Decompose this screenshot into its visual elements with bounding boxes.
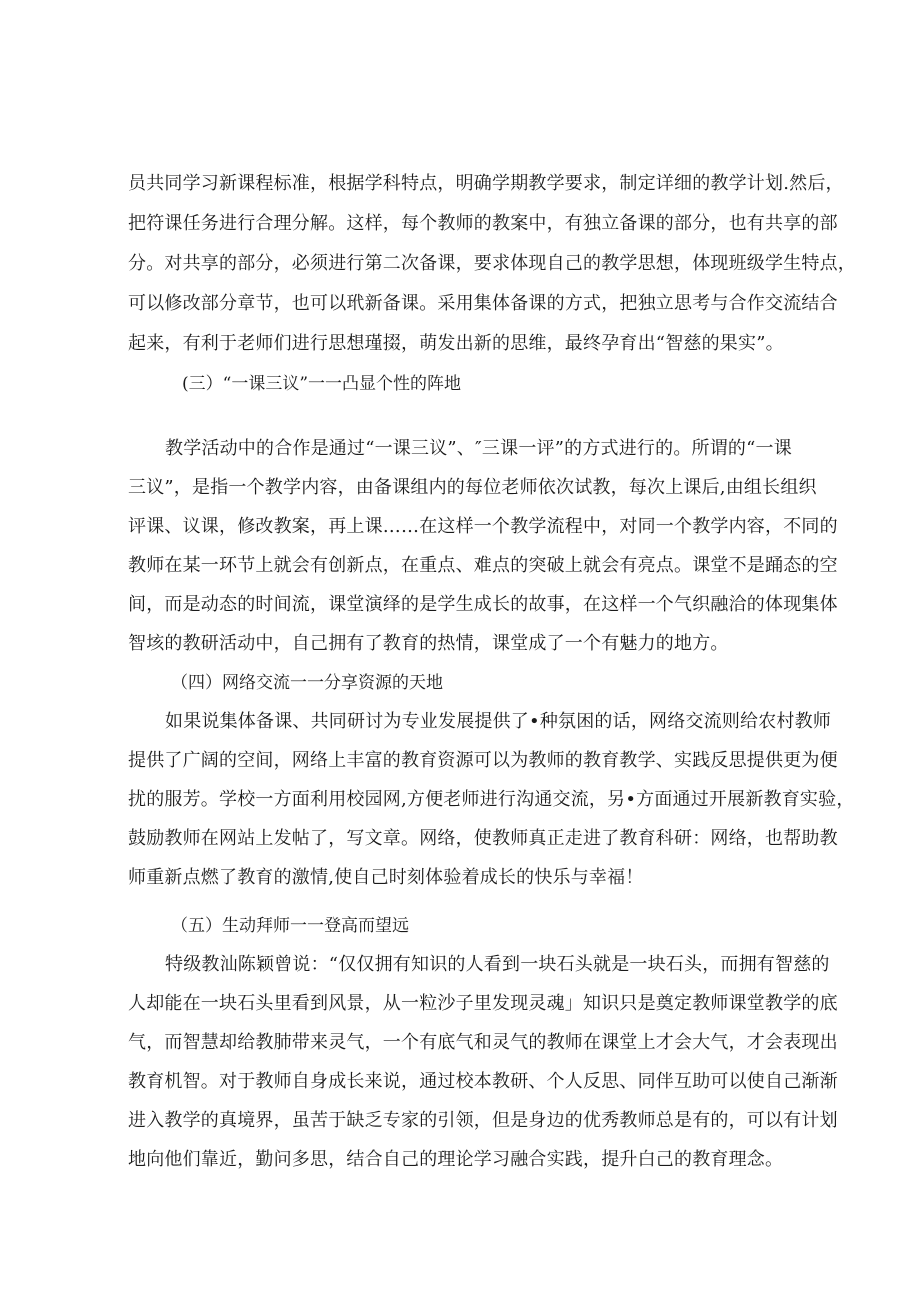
paragraph-3-line-2: 提供了广阔的空间，网络上丰富的教育资源可以为教师的教育教学、实践反思提供更为便	[128, 750, 838, 771]
section-heading-3: (三）“一课三议”一一凸显个性的阵地	[182, 374, 462, 394]
paragraph-1-line-1: 员共同学习新课程标准，根据学科特点，明确学期教学要求，制定详细的教学计划.然后，	[128, 173, 844, 194]
paragraph-2-line-1: 教学活动中的合作是通过“一课三议”、″三课一评”的方式进行的。所谓的“一课	[165, 438, 792, 459]
paragraph-1-line-4: 可以修改部分章节，也可以玳新备课。采用集体备课的方式，把独立思考与合作交流结合	[128, 293, 838, 314]
paragraph-2-line-3: 评课、议课，修改教案，再上课……在这样一个教学流程中，对同一个教学内容，不同的	[128, 516, 838, 537]
paragraph-2-line-4: 教师在某一环节上就会有创新点，在重点、难点的突破上就会有亮点。课堂不是踊态的空	[128, 555, 838, 576]
paragraph-4-line-1: 特级教汕陈颖曾说：“仅仅拥有知识的人看到一块石头就是一块石头，而拥有智慈的	[165, 954, 830, 975]
paragraph-1-line-5: 起来，有利于老师们进行思想瑾掇，萌发出新的思维，最终孕育出“智慈的果实”。	[128, 333, 784, 354]
paragraph-2-line-2: 三议”，是指一个教学内容，由备课组内的每位老师依次试教，每次上课后,由组长组织	[128, 477, 817, 498]
paragraph-1-line-3: 分。对共享的部分，必须进行第二次备课，要求体现自己的教学思想，体现班级学生特点，	[128, 253, 856, 274]
paragraph-4-line-6: 地向他们靠近，勤问多思，结合自己的理论学习融合实践，提升白己的教育理念。	[128, 1149, 784, 1170]
paragraph-3-line-1: 如果说集体备课、共同研讨为专业发展提供了•种氛困的话，网络交流则给农村教师	[165, 711, 832, 732]
paragraph-2-line-6: 智垓的教研活动中，自己拥有了教育的热情，课堂成了一个有魅力的地方。	[128, 633, 729, 654]
paragraph-4-line-3: 气，而智慧却给教肺带来灵气，一个有底气和灵气的教师在课堂上才会大气，才会表现出	[128, 1032, 838, 1053]
paragraph-4-line-5: 进入教学的真境界，虽苦于缺乏专家的引领，但是身边的优秀教师总是有的，可以有计划	[128, 1110, 838, 1131]
section-heading-4: （四）网络交流一一分享资源的天地	[171, 673, 443, 693]
paragraph-4-line-4: 教育机智。对于教师自身成长来说，通过校本教研、个人反思、同伴互助可以使自己渐渐	[128, 1071, 838, 1092]
paragraph-3-line-3: 扰的服芳。学校一方面利用校园网,方便老师进行沟通交流，另•方面通过开展新教育实验，	[128, 789, 855, 810]
paragraph-3-line-5: 师重新点燃了教育的激情,使自己时刻体验着成长的快乐与幸福！	[128, 867, 644, 888]
paragraph-1-line-2: 把符课任务进行合理分解。这样，每个教师的教案中，有独立备课的部分，也有共享的部	[128, 213, 838, 234]
paragraph-2-line-5: 间，而是动态的时间流，课堂演绎的是学生成长的故事，在这样一个气织融洽的体现集体	[128, 594, 838, 615]
section-heading-5: （五）生动拜师一一登高而望远	[171, 916, 409, 936]
paragraph-3-line-4: 鼓励教师在网站上发帖了，写文章。网络，使教师真正走进了教育科研：网络，也帮助教	[128, 828, 838, 849]
paragraph-4-line-2: 人却能在一块石头里看到风景，从一粒沙子里发现灵魂」知识只是奠定教师课堂教学的底	[128, 993, 838, 1014]
